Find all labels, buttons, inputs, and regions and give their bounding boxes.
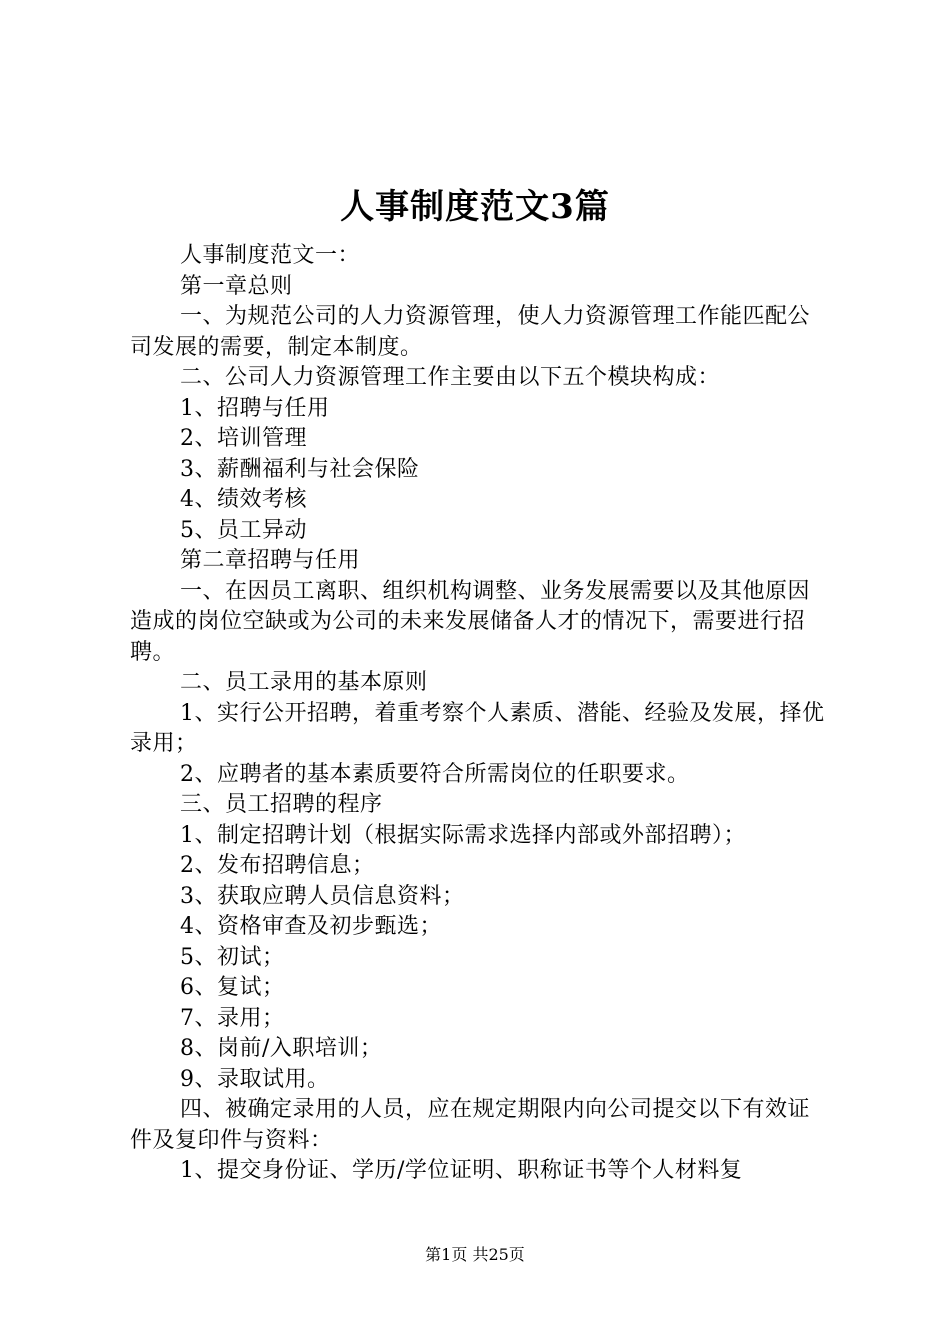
list-item: 5、初试；: [180, 944, 285, 970]
paragraph: 一、在因员工离职、组织机构调整、业务发展需要以及其他原因造成的岗位空缺或为公司的未来发展储备人才的情况下，需要进行招聘。: [130, 578, 811, 665]
paragraph: 二、公司人力资源管理工作主要由以下五个模块构成：: [180, 365, 721, 390]
list-item: 4、资格审查及初步甄选；: [180, 914, 442, 939]
paragraph: 一、为规范公司的人力资源管理，使人力资源管理工作能匹配公司发展的需要，制定本制度。: [130, 304, 811, 360]
list-item: 3、获取应聘人员信息资料；: [180, 883, 465, 909]
list-item: 5、员工异动: [180, 517, 307, 543]
section-heading: 三、员工招聘的程序: [180, 792, 383, 817]
list-item: 3、薪酬福利与社会保险: [180, 456, 420, 482]
list-item: 1、制定招聘计划（根据实际需求选择内部或外部招聘）；: [180, 822, 746, 848]
page-indicator: 第1页 共25页: [425, 1245, 525, 1264]
section-heading: 二、员工录用的基本原则: [180, 670, 428, 695]
list-item: 2、应聘者的基本素质要符合所需岗位的任职要求。: [180, 761, 690, 787]
list-item: 4、绩效考核: [180, 487, 307, 512]
list-item: 2、发布招聘信息；: [180, 853, 375, 878]
list-item: 1、实行公开招聘，着重考察个人素质、潜能、经验及发展，择优录用；: [130, 700, 825, 756]
list-item: 1、招聘与任用: [180, 395, 330, 421]
paragraph: 人事制度范文一：: [180, 243, 361, 268]
document-title: 人事制度范文3篇: [340, 187, 610, 227]
list-item: 1、提交身份证、学历/学位证明、职称证书等个人材料复: [180, 1158, 743, 1183]
list-item: 9、录取试用。: [180, 1066, 330, 1092]
list-item: 7、录用；: [180, 1005, 285, 1031]
list-item: 8、岗前/入职培训；: [180, 1036, 383, 1061]
document-body: [130, 241, 830, 1187]
list-item: 2、培训管理: [180, 426, 307, 451]
list-item: 6、复试；: [180, 975, 285, 1000]
chapter-heading: 第一章总则: [180, 273, 293, 299]
chapter-heading: 第二章招聘与任用: [180, 548, 361, 573]
paragraph: 四、被确定录用的人员，应在规定期限内向公司提交以下有效证件及复印件与资料：: [130, 1097, 811, 1153]
